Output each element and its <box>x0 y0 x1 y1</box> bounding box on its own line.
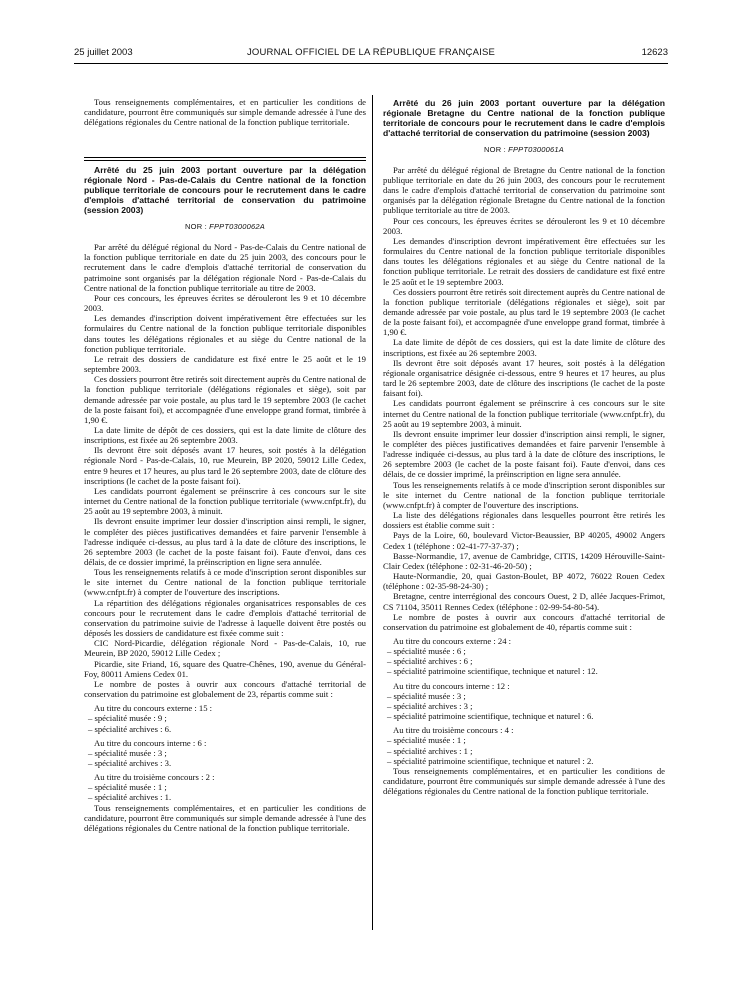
post-item: – spécialité musée : 3 ; <box>387 691 665 701</box>
paragraph: La liste des délégations régionales dans lesquelles pourront être retirés les dossiers est établie comme suit : <box>383 510 665 531</box>
section-separator <box>84 157 366 161</box>
paragraph: Ils devront être soit déposés avant 17 heures, soit postés à la délégation régionale organisatrice désignée ci-dessous, entre 9 heures et 17 heures, au plus tard le 26 septembre 2003, date de clôture des inscriptions (le cachet de la poste faisant foi). <box>383 357 665 399</box>
paragraph: La date limite de dépôt de ces dossiers, qui est la date limite de clôture des inscriptions, est fixée au 26 septembre 2003. <box>383 337 665 358</box>
post-group-heading: Au titre du concours interne : 6 : <box>94 737 207 748</box>
left-column <box>84 97 366 833</box>
post-group <box>383 725 665 766</box>
post-group <box>84 703 366 733</box>
left-outro-paragraph: Tous renseignements complémentaires, et en particulier les conditions de candidature, pourront être communiqués sur simple demande adressée à l'une des délégations régionales du Centre national de la fonction publique territoriale. <box>84 802 366 833</box>
post-group-heading: Au titre du concours interne : 12 : <box>393 680 510 691</box>
left-intro-paragraph: Tous renseignements complémentaires, et en particulier les conditions de candidature, pourront être communiqués sur simple demande adressée à l'une des délégations régionales du Centre national de la fonction publique territoriale. <box>84 97 366 128</box>
paragraph: Haute-Normandie, 20, quai Gaston-Boulet, BP 4072, 76022 Rouen Cedex (téléphone : 02-35-98-24-30) ; <box>383 571 665 592</box>
post-item: – spécialité musée : 9 ; <box>88 713 366 723</box>
paragraph: Les demandes d'inscription doivent impérativement être effectuées sur les formulaires du Centre national de la fonction publique territoriale disponibles dans toutes les délégations régionales et au siège du Centre national de la fonction publique territoriale. <box>84 313 366 354</box>
header-page-number: 12623 <box>641 47 668 58</box>
header-journal-title: JOURNAL OFFICIEL DE LA RÉPUBLIQUE FRANÇAISE <box>246 47 496 58</box>
right-decree-title: Arrêté du 26 juin 2003 portant ouverture par la délégation régionale Bretagne du Centre national de la fonction publique territoriale de concours pour le recrutement dans le cadre d'emplois d'attaché territorial de conservation du patrimoine (session 2003) <box>383 98 665 138</box>
paragraph: Ces dossiers pourront être retirés soit directement auprès du Centre national de la fonction publique territoriale (délégations régionales et siège), soit par demande adressée par voie postale, au plus tard le 19 septembre 2003 (le cachet de la poste faisant foi), et accompagnée d'une enveloppe grand format, timbrée à 1,90 €. <box>84 374 366 425</box>
paragraph: La répartition des délégations régionales organisatrices responsables de ces concours pour le recrutement dans le cadre d'emplois d'attaché territorial de conservation du patrimoine suivie de l'adresse à laquelle doivent être postés ou déposés les dossiers de candidature est fixée comme suit : <box>84 597 366 639</box>
paragraph: Pour ces concours, les épreuves écrites se dérouleront les 9 et 10 décembre 2003. <box>383 215 665 236</box>
right-nor-reference <box>383 145 665 155</box>
paragraph: Le nombre de postes à ouvrir aux concours d'attaché territorial de conservation du patrimoine est globalement de 40, répartis comme suit : <box>383 611 665 632</box>
paragraph: Par arrêté du délégué régional du Nord - Pas-de-Calais du Centre national de la fonction publique territoriale en date du 25 juin 2003, des concours pour le recrutement dans le cadre d'emplois d'attaché territorial de conservation du patrimoine sont organisés par la délégation régionale Nord - Pas-de-Calais du Centre national de la fonction publique territoriale au titre de 2003. <box>84 242 366 293</box>
paragraph: Picardie, site Friand, 16, square des Quatre-Chênes, 190, avenue du Général-Foy, 80011 Amiens Cedex 01. <box>84 658 366 679</box>
paragraph: Par arrêté du délégué régional de Bretagne du Centre national de la fonction publique territoriale en date du 26 juin 2003, des concours pour le recrutement dans le cadre d'emplois d'attaché territorial de conservation du patrimoine sont organisés par la délégation régionale Bretagne du Centre national de la fonction publique territoriale au titre de 2003. <box>383 164 665 216</box>
post-item: – spécialité archives : 3 ; <box>387 701 665 711</box>
paragraph: Bretagne, centre interrégional des concours Ouest, 2 D, allée Jacques-Frimot, CS 71104, 35011 Rennes Cedex (téléphone : 02-99-54-80-54). <box>383 591 665 612</box>
post-group <box>84 738 366 768</box>
post-item: – spécialité musée : 3 ; <box>88 748 366 758</box>
paragraph: Les demandes d'inscription devront impérativement être effectuées sur les formulaires du Centre national de la fonction publique territoriale disponibles dans toutes les délégations régionales et au siège du Centre national de la fonction publique territoriale. Le retrait des dossiers de candidature est fixé entre le 25 août et le 19 septembre 2003. <box>383 235 665 287</box>
post-item: – spécialité archives : 6 ; <box>387 656 665 666</box>
post-group-heading: Au titre du concours externe : 15 : <box>94 703 213 714</box>
left-body <box>84 242 366 833</box>
nor-label: NOR : <box>484 144 509 154</box>
post-group-heading: Au titre du troisième concours : 4 : <box>393 725 514 736</box>
post-item: – spécialité patrimoine scientifique, technique et naturel : 6. <box>387 711 665 721</box>
post-group <box>383 636 665 677</box>
paragraph: Tous les renseignements relatifs à ce mode d'inscription seront disponibles sur le site internet du Centre national de la fonction publique territoriale (www.cnfpt.fr) à compter de l'ouverture des inscriptions. <box>383 479 665 510</box>
paragraph: Ils devront être soit déposés avant 17 heures, soit postés à la délégation régionale Nord - Pas-de-Calais, 10, rue Meurein, BP 2020, 59012 Lille Cedex, entre 9 heures et 17 heures, au plus tard le 26 septembre 2003, date de clôture des inscriptions (le cachet de la poste faisant foi). <box>84 445 366 486</box>
right-body <box>383 165 665 797</box>
right-outro-paragraph: Tous renseignements complémentaires, et en particulier les conditions de candidature, pourront être communiqués sur simple demande adressée à l'une des délégations régionales du Centre national de la fonction publique territoriale. <box>383 765 665 797</box>
right-column <box>383 99 665 796</box>
paragraph: Pour ces concours, les épreuves écrites se dérouleront les 9 et 10 décembre 2003. <box>84 292 366 314</box>
post-group <box>84 772 366 802</box>
paragraph: Les candidats pourront également se préinscrire à ces concours sur le site internet du Centre national de la fonction publique territoriale (www.cnfpt.fr), du 25 août au 19 septembre 2003, à minuit. <box>84 485 366 517</box>
left-nor-reference <box>84 222 366 232</box>
paragraph: Ces dossiers pourront être retirés soit directement auprès du Centre national de la fonction publique territoriale (délégations régionales et siège), soit par demande adressée par voie postale, au plus tard le 19 septembre 2003 (le cachet de la poste faisant foi), et accompagnée d'une enveloppe grand format, timbrée à 1,90 €. <box>383 286 665 338</box>
post-item: – spécialité musée : 6 ; <box>387 646 665 656</box>
column-divider <box>372 95 373 930</box>
post-item: – spécialité patrimoine scientifique, technique et naturel : 12. <box>387 666 665 676</box>
nor-code: FPPT0300062A <box>209 222 265 231</box>
post-item: – spécialité archives : 1 ; <box>387 746 665 756</box>
paragraph: Le retrait des dossiers de candidature est fixé entre le 25 août et le 19 septembre 2003. <box>84 353 366 375</box>
post-group <box>383 681 665 722</box>
header-rule <box>74 63 668 64</box>
post-item: – spécialité patrimoine scientifique, technique et naturel : 2. <box>387 756 665 766</box>
post-item: – spécialité musée : 1 ; <box>88 782 366 792</box>
post-item: – spécialité archives : 1. <box>88 792 366 802</box>
header-date: 25 juillet 2003 <box>74 47 133 58</box>
post-item: – spécialité archives : 6. <box>88 724 366 734</box>
paragraph: Les candidats pourront également se préinscrire à ces concours sur le site internet du Centre national de la fonction publique territoriale (www.cnfpt.fr), du 25 août au 19 septembre 2003, à minuit. <box>383 398 665 429</box>
nor-label: NOR : <box>185 222 210 231</box>
nor-code: FPPT0300061A <box>508 144 564 154</box>
paragraph: Ils devront ensuite imprimer leur dossier d'inscription ainsi rempli, le signer, le compléter des pièces justificatives demandées et faire parvenir l'ensemble à l'adresse indiquée ci-dessus, au plus tard à la date de clôture des inscriptions, le 26 septembre 2003 (le cachet de la poste faisant foi). Faute d'envoi, dans ces délais, de ce dossier imprimé, la préinscription en ligne sera annulée. <box>383 428 665 480</box>
post-group-heading: Au titre du concours externe : 24 : <box>393 635 512 646</box>
paragraph: Ils devront ensuite imprimer leur dossier d'inscription ainsi rempli, le signer, le compléter des pièces justificatives demandées et faire parvenir l'ensemble à l'adresse indiquée ci-dessus, au plus tard à la date de clôture des inscriptions, le 26 septembre 2003 (le cachet de la poste faisant foi). Faute d'envoi, dans ces délais, de ce dossier imprimé, la préinscription en ligne sera annulée. <box>84 516 366 567</box>
paragraph: CIC Nord-Picardie, délégation régionale Nord - Pas-de-Calais, 10, rue Meurein, BP 2020, 59012 Lille Cedex ; <box>84 638 366 659</box>
post-item: – spécialité archives : 3. <box>88 758 366 768</box>
paragraph: Tous les renseignements relatifs à ce mode d'inscription seront disponibles sur le site internet du Centre national de la fonction publique territoriale (www.cnfpt.fr) à compter de l'ouverture des inscriptions. <box>84 567 366 598</box>
post-group-heading: Au titre du troisième concours : 2 : <box>94 772 215 783</box>
page-header <box>74 47 668 61</box>
paragraph: Pays de la Loire, 60, boulevard Victor-Beaussier, BP 40205, 49002 Angers Cedex 1 (téléphone : 02-41-77-37-37) ; <box>383 530 665 551</box>
post-item: – spécialité musée : 1 ; <box>387 735 665 745</box>
paragraph: La date limite de dépôt de ces dossiers, qui est la date limite de clôture des inscriptions, est fixée au 26 septembre 2003. <box>84 424 366 446</box>
paragraph: Le nombre de postes à ouvrir aux concours d'attaché territorial de conservation du patrimoine est globalement de 23, répartis comme suit : <box>84 678 366 700</box>
left-decree-title: Arrêté du 25 juin 2003 portant ouverture par la délégation régionale Nord - Pas-de-Calais du Centre national de la fonction publique territoriale de concours pour le recrutement dans le cadre d'emplois d'attaché territorial de conservation du patrimoine (session 2003) <box>84 165 366 216</box>
paragraph: Basse-Normandie, 17, avenue de Cambridge, CITIS, 14209 Hérouville-Saint-Clair Cedex (téléphone : 02-31-46-20-50) ; <box>383 550 665 571</box>
